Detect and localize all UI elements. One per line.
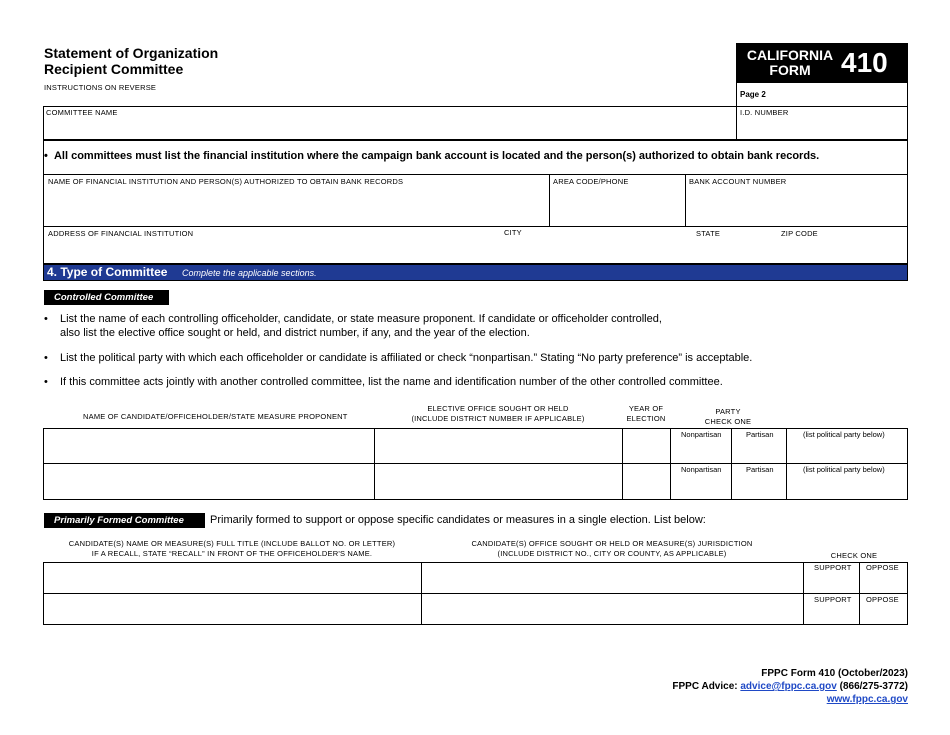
account-label: BANK ACCOUNT NUMBER <box>689 177 787 186</box>
col-elective-office <box>376 404 620 424</box>
bullet-icon: • <box>44 313 48 325</box>
form-label: CALIFORNIA FORM <box>746 47 834 78</box>
support-option[interactable]: SUPPORT <box>814 595 852 604</box>
state-label: STATE <box>696 229 721 238</box>
col-jurisdiction-line2: (INCLUDE DISTRICT NO., CITY OR COUNTY, AS APPLICABLE) <box>497 549 727 558</box>
advice-email-link[interactable]: advice@fppc.ca.gov <box>740 681 837 692</box>
party-note[interactable]: (list political party below) <box>803 430 885 439</box>
divider <box>786 428 787 500</box>
col-candidate-name: NAME OF CANDIDATE/OFFICEHOLDER/STATE MEASURE PROPONENT <box>83 412 348 421</box>
col-check-one: CHECK ONE <box>830 551 878 560</box>
city-label: CITY <box>504 228 522 237</box>
party-note[interactable]: (list political party below) <box>803 465 885 474</box>
year-field[interactable] <box>623 429 670 463</box>
institution-label: NAME OF FINANCIAL INSTITUTION AND PERSON(S) AUTHORIZED TO OBTAIN BANK RECORDS <box>48 177 404 186</box>
col-measure-name <box>44 539 420 559</box>
col-party <box>672 407 784 427</box>
bullet-icon: • <box>44 352 48 364</box>
col-year-line2: ELECTION <box>626 414 666 423</box>
divider <box>803 562 804 625</box>
bullet-icon: • <box>44 150 48 162</box>
advice-line <box>672 680 908 693</box>
office-field[interactable] <box>375 429 622 463</box>
support-option[interactable]: SUPPORT <box>814 563 852 572</box>
partisan-option[interactable]: Partisan <box>746 430 774 439</box>
controlled-bullet-1a: List the name of each controlling officeholder, candidate, or state measure proponent. If candidate or officeholder controlled, <box>60 313 662 325</box>
nonpartisan-option[interactable]: Nonpartisan <box>681 430 722 439</box>
account-field[interactable] <box>686 175 907 225</box>
bank-notice-text: All committees must list the financial institution where the campaign bank account is located and the person(s) authorized to obtain bank records. <box>53 150 820 162</box>
advice-phone: (866/275-3772) <box>839 681 908 692</box>
office-field[interactable] <box>375 464 622 499</box>
bank-notice <box>44 150 819 162</box>
zip-label: ZIP CODE <box>781 229 818 238</box>
col-measure-name-line2: IF A RECALL, STATE “RECALL” IN FRONT OF THE OFFICEHOLDER'S NAME. <box>91 549 373 558</box>
col-elective-office-line1: ELECTIVE OFFICE SOUGHT OR HELD <box>427 404 569 413</box>
oppose-option[interactable]: OPPOSE <box>866 595 899 604</box>
section-4-title: 4. Type of Committee <box>47 265 168 279</box>
col-year-line1: YEAR OF <box>628 404 664 413</box>
phone-label: AREA CODE/PHONE <box>553 177 629 186</box>
controlled-instructions <box>44 312 904 402</box>
advice-label: FPPC Advice: <box>672 681 738 692</box>
col-party-line2: CHECK ONE <box>704 417 752 426</box>
col-jurisdiction <box>422 539 802 559</box>
col-elective-office-line2: (INCLUDE DISTRICT NUMBER IF APPLICABLE) <box>411 414 585 423</box>
year-field[interactable] <box>623 464 670 499</box>
form-number: 410 <box>841 47 888 78</box>
section-4-subtitle: Complete the applicable sections. <box>182 268 317 278</box>
form-id: FPPC Form 410 (October/2023) <box>761 668 908 679</box>
measure-name-field[interactable] <box>44 594 421 624</box>
jurisdiction-field[interactable] <box>422 594 803 624</box>
divider <box>859 562 860 625</box>
controlled-bullet-3: If this committee acts jointly with another controlled committee, list the name and identification number of the other controlled committee. <box>60 376 723 388</box>
website-link[interactable]: www.fppc.ca.gov <box>826 694 908 705</box>
primarily-formed-tag: Primarily Formed Committee <box>44 513 205 528</box>
form-number-box <box>736 43 908 83</box>
instructions-note: INSTRUCTIONS ON REVERSE <box>44 83 157 92</box>
divider <box>670 428 671 500</box>
col-party-line1: PARTY <box>715 407 741 416</box>
committee-name-label: COMMITTEE NAME <box>46 108 118 117</box>
divider <box>736 106 737 140</box>
jurisdiction-field[interactable] <box>422 563 803 593</box>
section-4-header <box>43 264 908 281</box>
primarily-formed-description: Primarily formed to support or oppose specific candidates or measures in a single election. List below: <box>210 514 706 526</box>
address-field[interactable] <box>44 227 907 263</box>
partisan-option[interactable]: Partisan <box>746 465 774 474</box>
controlled-committee-tag: Controlled Committee <box>44 290 169 305</box>
controlled-bullet-1b: also list the elective office sought or held, and district number, if any, and the year of the election. <box>60 327 530 339</box>
institution-field[interactable] <box>44 175 548 225</box>
page-number: Page 2 <box>740 90 766 99</box>
oppose-option[interactable]: OPPOSE <box>866 563 899 572</box>
form-title-line2: Recipient Committee <box>44 61 184 77</box>
address-label: ADDRESS OF FINANCIAL INSTITUTION <box>48 229 194 238</box>
candidate-name-field[interactable] <box>44 429 374 463</box>
bullet-icon: • <box>44 376 48 388</box>
measure-name-field[interactable] <box>44 563 421 593</box>
form-title <box>44 45 218 77</box>
col-year <box>622 404 670 424</box>
divider <box>731 428 732 500</box>
controlled-bullet-2: List the political party with which each officeholder or candidate is affiliated or check “nonpartisan.” Stating “No party preference” is acceptable. <box>60 352 753 364</box>
nonpartisan-option[interactable]: Nonpartisan <box>681 465 722 474</box>
col-measure-name-line1: CANDIDATE(S) NAME OR MEASURE(S) FULL TITLE (INCLUDE BALLOT NO. OR LETTER) <box>68 539 396 548</box>
phone-field[interactable] <box>550 175 684 225</box>
col-jurisdiction-line1: CANDIDATE(S) OFFICE SOUGHT OR HELD OR MEASURE(S) JURISDICTION <box>471 539 753 548</box>
id-number-label: I.D. NUMBER <box>740 108 789 117</box>
candidate-name-field[interactable] <box>44 464 374 499</box>
form-title-line1: Statement of Organization <box>44 45 219 61</box>
